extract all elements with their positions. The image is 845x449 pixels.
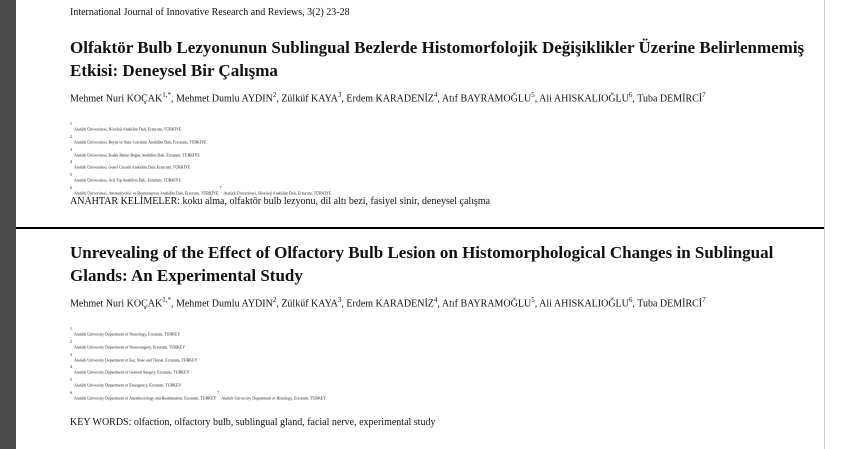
author-name: Erdem KARADENİZ (346, 298, 434, 310)
english-affiliation-list (70, 327, 326, 404)
author-name: Erdem KARADENİZ (346, 93, 434, 105)
affiliation-text: Atatürk Üniversitesi, Genel Cerrahi Anabilim Dalı, Erzurum, TÜRKİYE (74, 164, 191, 170)
affiliation-text: Atatürk Üniversitesi, Kulak Burun Boğaz Anabilim Dalı, Erzurum, TÜRKİYE (74, 151, 200, 157)
affiliation-mark: 2 (70, 133, 72, 139)
affiliation-text: Atatürk University Department of Ear, Nose and Throat, Erzurum, TURKEY (74, 356, 198, 362)
author-mark: 4 (433, 296, 438, 304)
affiliation-line (70, 378, 326, 391)
author-mark: 1,* (162, 296, 171, 304)
affiliation-line (70, 135, 331, 148)
affiliation-mark: 6 (70, 390, 72, 396)
affiliation-mark: 3 (70, 146, 72, 152)
author-name: Tuba DEMİRCİ (637, 93, 703, 105)
affiliation-text: Atatürk University Department of Neurosurgery, Erzurum, TURKEY (74, 344, 186, 350)
affiliation-mark: 7 (219, 185, 222, 191)
affiliation-mark: 3 (70, 351, 72, 357)
affiliation-mark: 6 (70, 185, 72, 191)
affiliation-text: Atatürk University Department of Neurology, Erzurum, TURKEY (74, 331, 181, 337)
english-keywords: KEY WORDS: olfaction, olfactory bulb, sublingual gland, facial nerve, experimental study (70, 417, 436, 428)
author-name: Mehmet Dumlu AYDIN (175, 93, 273, 105)
affiliation-text: Atatürk University Department of General Surgery, Erzurum, TURKEY (74, 369, 190, 375)
affiliation-text: Atatürk Üniversitesi, Anesteziyoloji ve Reanimasyon Anabilim Dalı, Erzurum, TÜRKİYE (74, 190, 219, 196)
author-name: Mehmet Dumlu AYDIN (175, 298, 273, 310)
author-mark: 1,* (162, 91, 171, 99)
affiliation-text: Atatürk Üniversitesi, Beyin ve Sinir Cerrahisi Anabilim Dalı, Erzurum, TÜRKİYE (74, 139, 207, 145)
affiliation-text: Atatürk University Department of Histology, Erzurum, TURKEY (221, 395, 327, 401)
affiliation-line (70, 340, 326, 353)
author-mark: 6 (628, 91, 633, 99)
english-title: Unrevealing of the Effect of Olfactory Bulb Lesion on Histomorphological Changes in Sublingual Glands: An Experimental Study (70, 243, 774, 285)
document-page (16, 0, 824, 449)
affiliation-line (70, 173, 331, 186)
section-divider (16, 227, 824, 229)
affiliation-line (70, 365, 326, 378)
author-name: Ali AHISKALIOĞLU (539, 298, 629, 310)
author-name: Mehmet Nuri KOÇAK (70, 298, 163, 310)
author-mark: 7 (702, 296, 706, 304)
affiliation-mark: 4 (70, 364, 72, 370)
affiliation-mark: 5 (70, 172, 72, 178)
author-name: Tuba DEMİRCİ (637, 298, 703, 310)
affiliation-line (70, 353, 326, 366)
affiliation-mark: 4 (70, 159, 72, 165)
turkish-affiliation-list (70, 122, 331, 199)
author-name: Zülküf KAYA (281, 298, 338, 310)
affiliation-text: Atatürk Üniversitesi, Histoloji Anabilim Dalı, Erzurum, TÜRKİYE (223, 190, 332, 196)
author-mark: 3 (337, 296, 342, 304)
author-mark: 7 (702, 91, 706, 99)
affiliation-text: Atatürk University Department of Emergency, Erzurum, TURKEY (74, 382, 182, 388)
affiliation-mark: 1 (70, 326, 72, 331)
author-name: Mehmet Nuri KOÇAK (70, 93, 163, 105)
affiliation-text: Atatürk Üniversitesi, Acil Tıp Anabilim Dalı, Erzurum, TÜRKİYE (74, 177, 181, 183)
journal-header: International Journal of Innovative Research and Reviews, 3(2) 23-28 (70, 7, 350, 18)
author-mark: 2 (272, 296, 277, 304)
author-name: Atıf BAYRAMOĞLU (441, 93, 532, 105)
affiliation-line (70, 391, 326, 404)
turkish-keywords: ANAHTAR KELİMELER: koku alma, olfaktör bulb lezyonu, dil altı bezi, fasiyel sinir, deneysel çalışma (70, 196, 491, 207)
english-author-list: Mehmet Nuri $KOÇAK^{1,*}$, Mehmet Dumlu AYDIN$^2$, Zülküf KAYA$^3$, Erdem KARADENİZ$^4$, Atıf BAYRAMOĞLU$^5$, Ali AHISKALIOĞLU$^6$, Tuba DEMİRCİ$^7$ (70, 296, 706, 310)
viewer-right-margin (824, 0, 845, 449)
affiliation-mark: 2 (70, 338, 72, 344)
author-mark: 5 (531, 91, 535, 99)
author-name: Ali AHISKALIOĞLU (539, 93, 629, 105)
affiliation-line (70, 160, 331, 173)
author-mark: 5 (531, 296, 535, 304)
affiliation-line (70, 327, 326, 340)
author-name: Atıf BAYRAMOĞLU (441, 298, 532, 310)
affiliation-line (70, 122, 331, 135)
affiliation-text: Atatürk University Department of Anesthesiology and Reanimation, Erzurum, TURKEY (74, 395, 217, 401)
turkish-title: Olfaktör Bulb Lezyonunun Sublingual Bezlerde Histomorfolojik Değişiklikler Üzerine Belirlenmemiş Etkisi: Deneysel Bir Çalışma (70, 38, 805, 80)
affiliation-mark: 7 (217, 390, 220, 396)
affiliation-line (70, 148, 331, 161)
author-mark: 3 (337, 91, 342, 99)
turkish-author-list: Mehmet Nuri $KOÇAK^{1,*}$, Mehmet Dumlu AYDIN$^2$, Zülküf KAYA$^3$, Erdem KARADENİZ$^4$, Atıf BAYRAMOĞLU$^5$, Ali AHISKALIOĞLU$^6$, Tuba DEMİRCİ$^7$ (70, 91, 706, 105)
author-name: Zülküf KAYA (281, 93, 338, 105)
author-mark: 2 (272, 91, 277, 99)
affiliation-mark: 1 (70, 121, 72, 126)
affiliation-mark: 5 (70, 377, 72, 383)
affiliation-text: Atatürk Üniversitesi, Nöroloji Anabilim Dalı, Erzurum, TÜRKİYE (74, 126, 182, 132)
author-mark: 6 (628, 296, 633, 304)
author-mark: 4 (433, 91, 438, 99)
